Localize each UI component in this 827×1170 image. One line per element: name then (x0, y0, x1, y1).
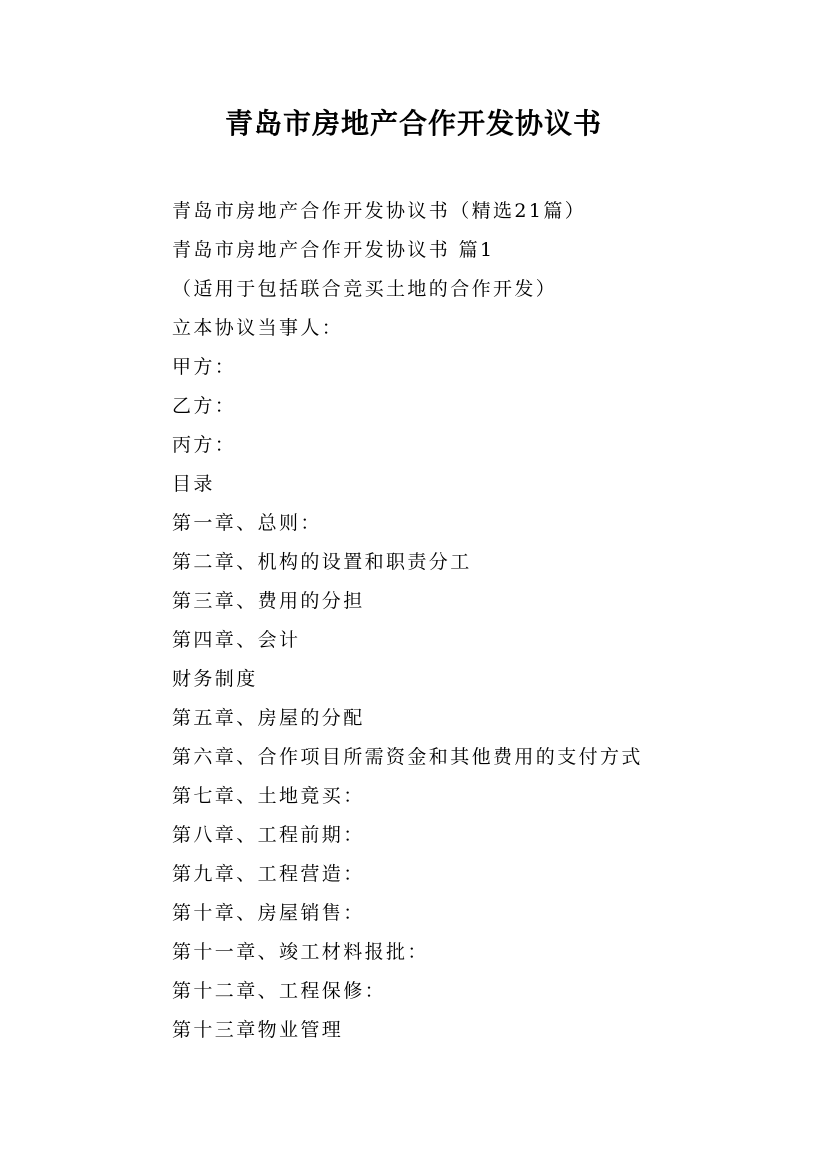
toc-item-chapter-8: 第八章、工程前期： (172, 824, 365, 846)
body-line-parties-intro: 立本协议当事人： (172, 317, 344, 339)
body-line-party-b: 乙方： (172, 395, 237, 417)
toc-item-chapter-9: 第九章、工程营造： (172, 863, 365, 885)
toc-item-chapter-4-cont: 财务制度 (172, 668, 258, 690)
toc-item-chapter-13: 第十三章物业管理 (172, 1019, 344, 1041)
toc-item-chapter-10: 第十章、房屋销售： (172, 902, 365, 924)
toc-item-chapter-5: 第五章、房屋的分配 (172, 707, 365, 729)
body-line-party-a: 甲方： (172, 356, 237, 378)
document-body (172, 192, 643, 1050)
toc-item-chapter-4: 第四章、会计 (172, 629, 301, 651)
body-line-toc-heading: 目录 (172, 473, 215, 495)
toc-item-chapter-6: 第六章、合作项目所需资金和其他费用的支付方式 (172, 746, 643, 768)
body-line-subtitle: 青岛市房地产合作开发协议书（精选21篇） (172, 200, 587, 222)
document-title: 青岛市房地产合作开发协议书 (224, 107, 602, 140)
toc-item-chapter-3: 第三章、费用的分担 (172, 590, 365, 612)
toc-item-chapter-12: 第十二章、工程保修： (172, 980, 387, 1002)
body-line-scope-note: （适用于包括联合竞买土地的合作开发） (172, 278, 558, 300)
body-line-party-c: 丙方： (172, 434, 237, 456)
body-line-article-heading: 青岛市房地产合作开发协议书 篇1 (172, 239, 495, 261)
toc-item-chapter-1: 第一章、总则： (172, 512, 322, 534)
toc-item-chapter-11: 第十一章、竣工材料报批： (172, 941, 429, 963)
toc-item-chapter-7: 第七章、土地竟买： (172, 785, 365, 807)
toc-item-chapter-2: 第二章、机构的设置和职责分工 (172, 551, 472, 573)
